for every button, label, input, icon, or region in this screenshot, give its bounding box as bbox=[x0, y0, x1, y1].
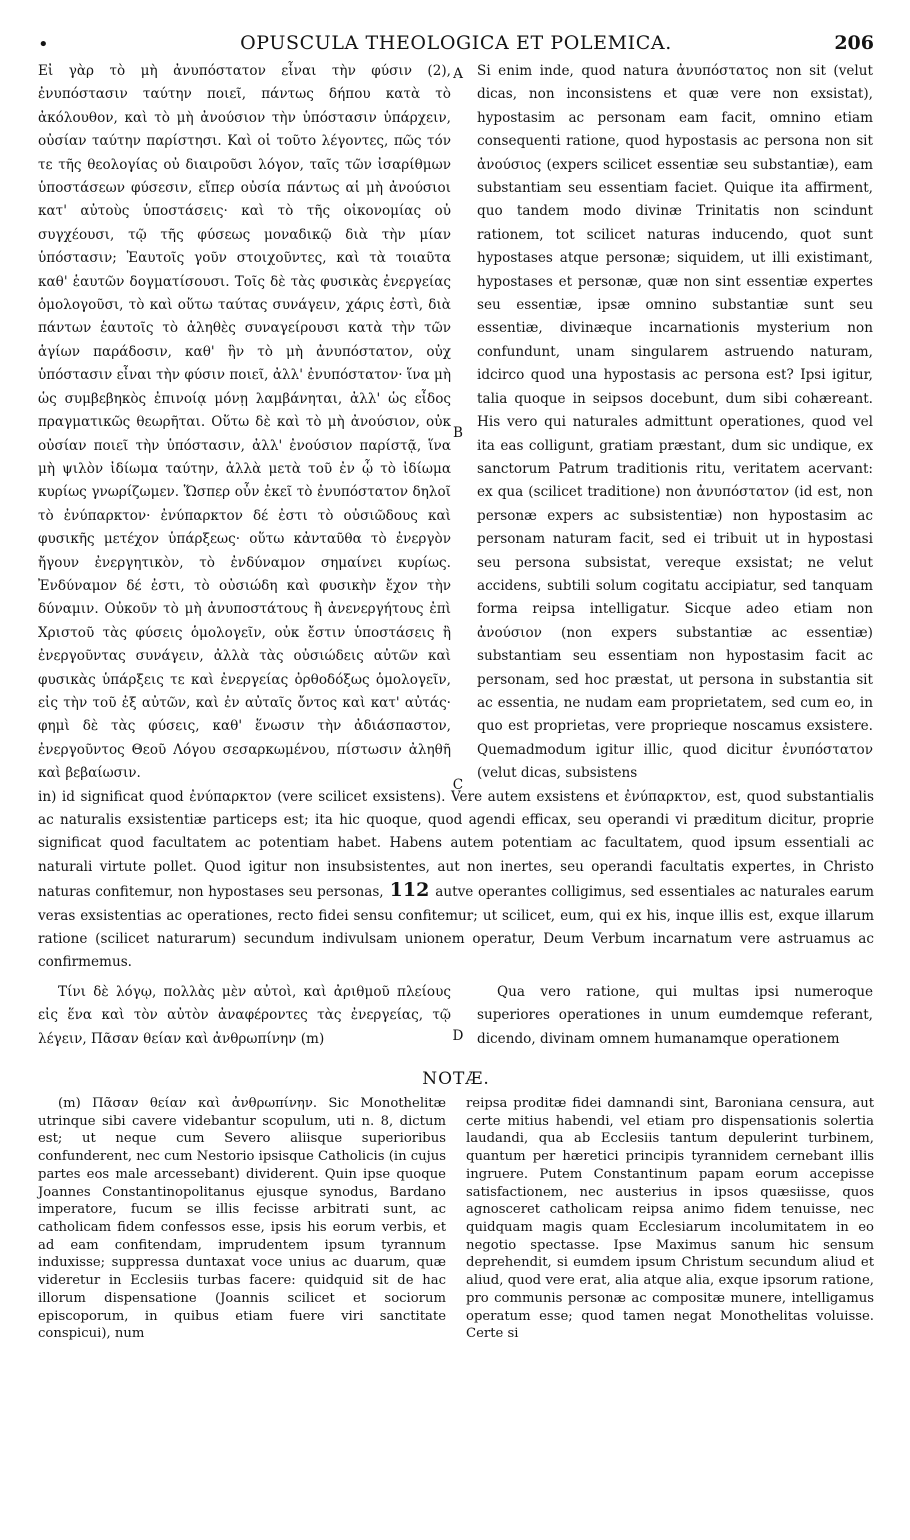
section-markers bbox=[451, 60, 465, 793]
greek-paragraph-2: Τίνι δὲ λόγῳ, πολλὰς μὲν αὐτοὶ, καὶ ἀριθμοῦ πλείους εἰς ἕνα καὶ τὸν αὐτὸν ἀναφέροντες τὰς ἐνεργείας, τῷ λέγειν, Πᾶσαν θείαν καὶ ἀνθρωπίνην (m) bbox=[38, 983, 451, 1047]
notes-title: NOTÆ. bbox=[422, 1069, 490, 1090]
note-m-continued: reipsa proditæ fidei damnandi sint, Baroniana censura, aut certe mitius habendi, vel etiam pro dispensationis solertia laudandi, qua ab Ecclesiis tantum depulerint turbinem, quantum per hæretici principis tyrannidem cernebant illis ingruere. Putem Constantinum papam eorum accepisse satisfactionem, nec austerius in ipsos quæsiisse, quos agnosceret catholicam reipsa animo fidem tenuisse, nec quidquam magis quam Ecclesiarum incolumitatem in eo negotio spectasse. Ipse Maximus sanum hic sensum deprehendit, si eumdem ipsum Christum secundum aliud et aliud, quod vere erat, alia atque alia, exque ipsorum ratione, pro communis personæ ac compositæ munere, intelligamus operatum esse; quod tamen negat Monothelitas voluisse. Certe si bbox=[466, 1096, 874, 1342]
header-bullet: • bbox=[38, 34, 49, 55]
greek-column-2 bbox=[38, 981, 451, 1051]
page-number: 206 bbox=[834, 32, 874, 54]
notes bbox=[38, 1095, 874, 1343]
parallel-columns bbox=[38, 60, 874, 793]
latin-column: Si enim inde, quod natura ἀνυπόστατος non sit (velut dicas, non inconsistens et quæ vere non exsistat), hypostasim ac personam eam facit, omnino etiam consequenti ratione, quod hypostasis ac persona non sit ἀνούσιος (expers scilicet essentiæ seu substantiæ), eam substantiam seu essentiam faciet. Quique ita affirment, quo tandem modo divinæ Trinitatis non scindunt rationem, tot scilicet naturas inducendo, quot sunt hypostases atque personæ; siquidem, ut illi existimant, hypostases et personæ, quæ non sint essentiæ expertes seu essentiæ, ipsæ omnino substantiæ sunt seu essentiæ, divinæque incarnationis mysterium non confundunt, unam singularem astruendo naturam, idcirco quod una hypostasis ac persona est? Ipsi igitur, talia quoque in seipsos docebunt, dum sibi cohæreant. His vero qui naturales admittunt operationes, quod vel ita eas colligunt, gratiam præstant, dum sic undique, ex sanctorum Patrum traditionis ritu, veritatem acervant: ex qua (scilicet traditione) non ἀνυπόστατον (id est, non personæ expers ac subsistentiæ) non hypostasim ac personam naturam facit, sed ei tribuit ut in hypostasi seu persona subsistat, vereque exsistat; ne velut accidens, subtili solum cogitatu accipiatur, sed tanquam forma reipsa intelligatur. Sicque adeo etiam non ἀνούσιον (non expers substantiæ ac essentiæ) substantiam seu essentiam non hypostasim facit ac personam, sed hoc præstat, ut persona in substantia sit ac essentia, ne nudam eam proprietatem, sed cum eo, in quo est proprietas, vere proprieque noscamus exsistere. Quemadmodum igitur illic, quod dicitur ἐνυπόστατον (velut dicas, subsistens bbox=[477, 63, 873, 782]
latin-full-text-part-2: autve operantes colligimus, sed essentiales ac naturales earum veras exsistentias ac operationes, recto fidei sensu confitemur; ut scilicet, eum, qui ex his, inque illis est, exque illarum ratione (scilicet naturarum) secundum indivulsam unionem operatur, Deum Verbum incarnatum vere astruamus ac confirmemus. bbox=[38, 884, 874, 971]
parallel-columns-2 bbox=[38, 981, 874, 1051]
section-marker-c: C bbox=[452, 777, 464, 793]
notes-column-left bbox=[38, 1095, 446, 1343]
latin-full-width-text bbox=[38, 786, 874, 975]
latin-full-text-part-1: in) id significat quod ἐνύπαρκτον (vere scilicet exsistens). Vere autem exsistens et ἐνύπαρκτον, est, quod substantialis ac naturalis exsistentiæ particeps est; ita hic quoque, quod agendi efficax, seu operandi vi præditum dicitur, proprie significat quod facultatem ac potentiam habet. Habens autem potentiam ac facultatem, quod ipsum essentiali ac naturali virtute pollet. Quod igitur non insubsistentes, aut non inertes, seu operandi facultatis expertes, in Christo naturas confitemur, non hypostases seu personas, bbox=[38, 788, 874, 901]
latin-column-2 bbox=[477, 981, 873, 1051]
notes-column-right bbox=[466, 1095, 874, 1343]
running-title: OPUSCULA THEOLOGICA ET POLEMICA. bbox=[240, 32, 672, 54]
section-markers-2 bbox=[451, 981, 465, 1051]
page-header bbox=[38, 30, 874, 60]
section-marker-d: D bbox=[452, 1027, 464, 1044]
latin-paragraph-2: Qua vero ratione, qui multas ipsi numeroque superiores operationes in unum eumdemque referant, dicendo, divinam omnem humanamque operationem bbox=[477, 983, 873, 1047]
greek-column: Εἰ γὰρ τὸ μὴ ἀνυπόστατον εἶναι τὴν φύσιν (2), ἐνυπόστασιν ταύτην ποιεῖ, πάντως δήπου κατὰ τὸ ἀκόλουθον, καὶ τὸ μὴ ἀνούσιον τὴν ὑπόστασιν ὑπάρχειν, οὐσίαν ταύτην παρίστησι. Καὶ οἱ τοῦτο λέγοντες, πῶς τόν τε τῆς θεολογίας οὐ διαιροῦσι λόγον, ταῖς τῶν ἰσαρίθμων ὑποστάσεων φύσεσιν, εἴπερ οὐσία πάντως αἱ μὴ ἀνούσιοι κατ' αὐτοὺς ὑποστάσεις· καὶ τὸ τῆς οἰκονομίας οὐ συγχέουσι, τῷ τῆς φύσεως μοναδικῷ διὰ τὴν μίαν ὑπόστασιν; Ἑαυτοῖς γοῦν στοιχοῦντες, καὶ τὰ τοιαῦτα καθ' ἑαυτῶν δογματίσουσι. Τοῖς δὲ τὰς φυσικὰς ἐνεργείας ὁμολογοῦσι, τὸ καὶ οὕτω ταύτας συνάγειν, χάρις ἐστὶ, διὰ πάντων ἑαυτοῖς τὸ ἀληθὲς συναγείρουσι κατὰ τὴν τῶν ἁγίων παράδοσιν, καθ' ἣν τὸ μὴ ἀνυπόστατον, οὐχ ὑπόστασιν εἶναι τὴν φύσιν ποιεῖ, ἀλλ' ἐνυπόστατον· ἵνα μὴ ὡς συμβεβηκὸς ἐπινοίᾳ μόνῃ λαμβάνηται, ἀλλ' ὡς εἶδος πραγματικῶς θεωρῆται. Οὕτω δὲ καὶ τὸ μὴ ἀνούσιον, οὐκ οὐσίαν ποιεῖ τὴν ὑπόστασιν, ἀλλ' ἐνούσιον παρίστᾷ, ἵνα μὴ ψιλὸν ἰδίωμα ταύτην, ἀλλὰ μετὰ τοῦ ἐν ᾧ τὸ ἰδίωμα κυρίως γνωρίζωμεν. Ὥσπερ οὖν ἐκεῖ τὸ ἐνυπόστατον δηλοῖ τὸ ἐνύπαρκτον· ἐνύπαρκτον δέ ἐστι τὸ οὐσιῶδους καὶ φυσικῆς μετέχον ὑπάρξεως· οὕτω κἀνταῦθα τὸ ἐνεργὸν ἤγουν ἐνεργητικὸν, τὸ ἐνδύναμον σημαίνει κυρίως. Ἐνδύναμον δέ ἐστι, τὸ οὐσιώδη καὶ φυσικὴν ἔχον τὴν δύναμιν. Οὐκοῦν τὸ μὴ ἀνυποστάτους ἢ ἀνενεργήτους ἐπὶ Χριστοῦ τὰς φύσεις ὁμολογεῖν, οὐκ ἔστιν ὑποστάσεις ἢ ἐνεργοῦντας συνάγειν, ἀλλὰ τὰς οὐσιώδεις αὐτῶν καὶ φυσικὰς ὑπάρξεις τε καὶ ἐνεργείας ὀρθοδόξως ὁμολογεῖν, εἰς τὴν τοῦ ἐξ αὐτῶν, καὶ ἐν αὐταῖς ὄντος καὶ κατ' αὐτάς· φημὶ δὲ τὰς φύσεις, καθ' ἕνωσιν τὴν ἀδιάσπαστον, ἐνεργοῦντος Θεοῦ Λόγου σεσαρκωμένου, πίστωσιν ἀληθῆ καὶ βεβαίωσιν. bbox=[38, 63, 451, 782]
section-marker-a: A bbox=[453, 66, 463, 82]
section-marker-b: B bbox=[453, 425, 463, 441]
note-m: (m) Πᾶσαν θείαν καὶ ἀνθρωπίνην. Sic Monothelitæ utrinque sibi cavere videbantur scopulum, uti n. 8, dictum est; ut neque cum Severo aliisque superioribus confunderent, nec cum Nestorio ipsisque Catholicis (in cujus partes eos male arcessebant) dividerent. Quin ipse quoque Joannes Constantinopolitanus ejusque synodus, Bardano imperatore, fucum se illis fecisse arbitrati sunt, ac catholicam fidem confessos esse, ipsis his eorum verbis, et ad eam confitendam, imprudentem ipsum tyrannum induxisse; suppressa duntaxat voce unius ac duarum, quæ videretur in Ecclesiis turbas facere: quidquid sit de hac illorum dispensatione (Joannis scilicet et sociorum episcoporum, in quibus etiam fuere viri sanctitate conspicui), num bbox=[38, 1096, 446, 1342]
column-number: 112 bbox=[389, 879, 430, 902]
